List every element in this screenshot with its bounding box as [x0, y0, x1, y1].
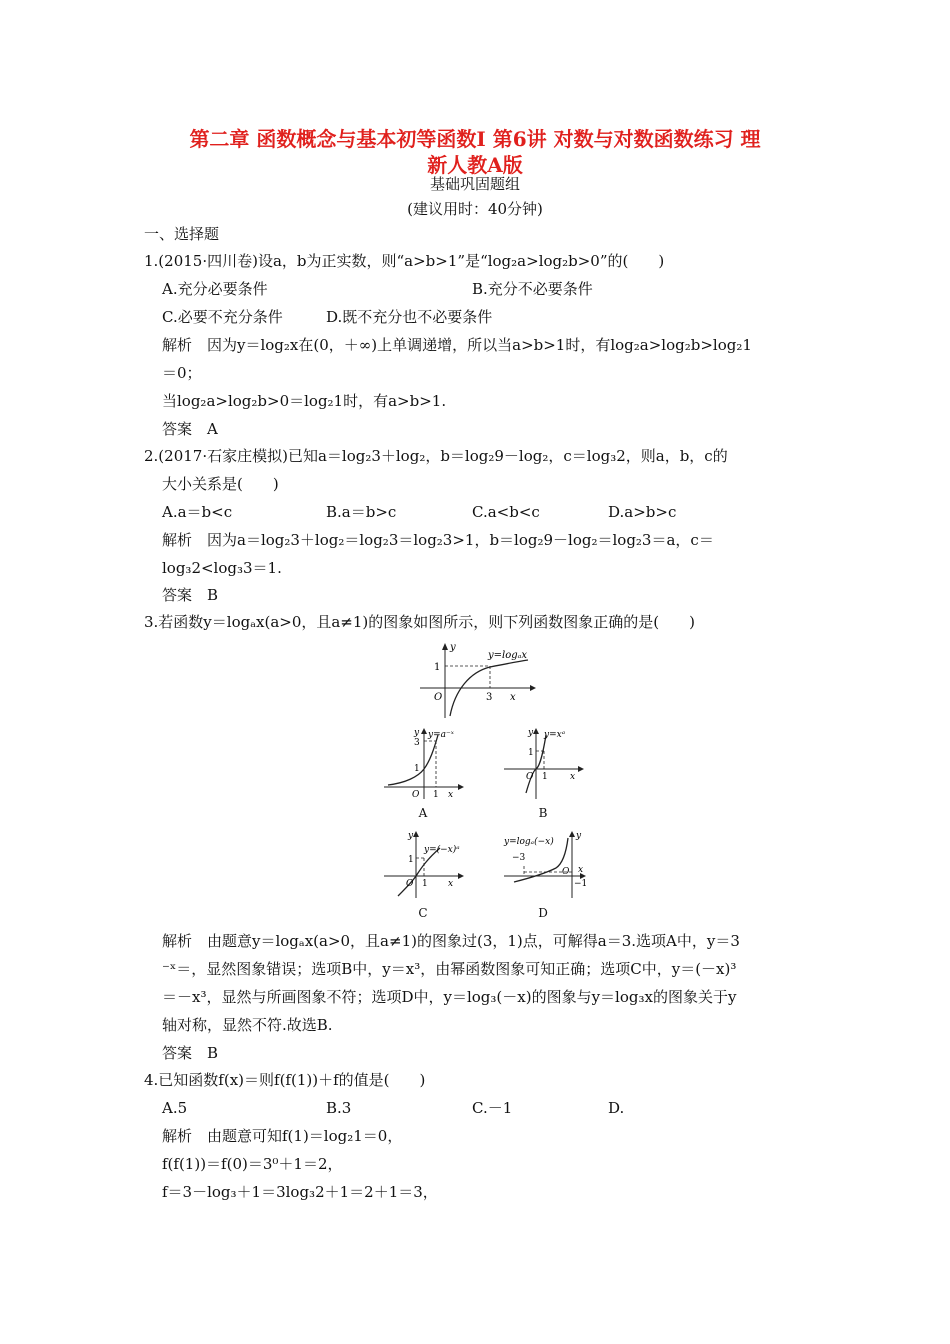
q3-caption-d: D	[538, 906, 548, 920]
q3-graph-b	[500, 727, 590, 802]
q2-answer: 答案 B	[162, 586, 219, 604]
svg-text:1: 1	[528, 748, 534, 758]
q3-main-graph	[410, 640, 540, 720]
svg-text:y: y	[576, 831, 582, 841]
svg-text:1: 1	[408, 855, 414, 865]
q2-option-a: A.a＝b<c	[162, 503, 233, 521]
svg-text:y: y	[528, 728, 534, 738]
svg-text:O: O	[526, 772, 534, 782]
subtitle: 基础巩固题组	[429, 175, 520, 193]
q1-analysis-line2: ＝0；	[162, 364, 202, 382]
curve-label-c: y=(−x)ᵃ	[424, 845, 460, 855]
q4-stem: 4.已知函数f(x)＝则f(f(1))＋f的值是( )	[144, 1071, 426, 1089]
q3-caption-a: A	[418, 806, 428, 820]
x-axis-label: x	[510, 692, 516, 703]
curve-label-b: y=xᵃ	[544, 730, 566, 740]
q1-option-d: D.既不充分也不必要条件	[326, 308, 493, 326]
y-axis-label: y	[450, 642, 456, 653]
svg-text:−3: −3	[512, 853, 526, 863]
curve-label: y=logₐx	[488, 650, 528, 661]
q2-option-c: C.a<b<c	[472, 503, 540, 521]
time-note: (建议用时：40分钟)	[407, 200, 543, 218]
svg-text:O: O	[406, 879, 414, 889]
svg-text:−1: −1	[574, 879, 588, 889]
svg-text:3: 3	[414, 738, 420, 748]
svg-text:y: y	[408, 831, 414, 841]
q3-graph-c	[380, 830, 470, 900]
q1-analysis-line1: 解析 因为y＝log₂x在(0，＋∞)上单调递增，所以当a>b>1时，有log₂a>log₂b>log₂1	[162, 336, 752, 354]
document-title-line1: 第二章 函数概念与基本初等函数Ⅰ 第6讲 对数与对数函数练习 理	[189, 127, 761, 151]
q2-analysis-line1: 解析 因为a＝log₂3＋log₂＝log₂3＝log₂3>1，b＝log₂9－log₂＝log₂3＝a，c＝	[162, 531, 714, 549]
q3-analysis-line3: ＝－x³，显然与所画图象不符；选项D中，y＝log₃(－x)的图象与y＝log₃x的图象关于y	[162, 988, 737, 1006]
origin-label: O	[434, 692, 443, 703]
curve-label-d: y=logₐ(−x)	[504, 837, 554, 847]
q2-analysis-line2: log₃2<log₃3＝1.	[162, 559, 282, 577]
svg-text:x: x	[448, 790, 454, 800]
q3-caption-b: B	[538, 806, 548, 820]
q4-analysis-line1: 解析 由题意可知f(1)＝log₂1＝0，	[162, 1127, 403, 1145]
x-tick-label: 3	[486, 692, 493, 703]
q3-graph-a	[380, 727, 470, 802]
svg-text:x: x	[448, 879, 454, 889]
svg-text:1: 1	[433, 790, 439, 800]
svg-text:x: x	[570, 772, 576, 782]
svg-text:1: 1	[422, 879, 428, 889]
q4-option-a: A.5	[162, 1099, 188, 1117]
q4-option-d: D.	[608, 1099, 625, 1117]
section-heading: 一、选择题	[144, 225, 220, 243]
svg-text:1: 1	[542, 772, 548, 782]
svg-text:O: O	[412, 790, 420, 800]
q2-option-b: B.a＝b>c	[326, 503, 397, 521]
document-title-line2: 新人教A版	[427, 153, 523, 177]
q3-caption-c: C	[418, 906, 428, 920]
q2-stem-line1: 2.(2017·石家庄模拟)已知a＝log₂3＋log₂，b＝log₂9－log₂，c＝log₃2，则a，b，c的	[144, 447, 728, 465]
q2-option-d: D.a>b>c	[608, 503, 677, 521]
q1-analysis-line3: 当log₂a>log₂b>0＝log₂1时，有a>b>1.	[162, 392, 447, 410]
q4-option-c: C.－1	[472, 1099, 513, 1117]
svg-text:O: O	[562, 867, 570, 877]
q1-option-b: B.充分不必要条件	[472, 280, 593, 298]
q3-answer: 答案 B	[162, 1044, 219, 1062]
q3-analysis-line4: 轴对称，显然不符.故选B.	[162, 1016, 333, 1034]
curve-label-a: y=a⁻ˣ	[428, 730, 454, 740]
svg-text:1: 1	[414, 764, 420, 774]
q4-analysis-line2: f(f(1))＝f(0)＝3⁰＋1＝2，	[162, 1155, 343, 1173]
q1-option-c: C.必要不充分条件	[162, 308, 283, 326]
q2-stem-line2: 大小关系是( )	[162, 475, 279, 493]
q1-answer: 答案 A	[162, 420, 218, 438]
svg-text:y: y	[414, 728, 420, 738]
q3-analysis-line1: 解析 由题意y＝logₐx(a>0，且a≠1)的图象过(3，1)点，可解得a＝3.选项A中，y＝3	[162, 932, 740, 950]
q4-analysis-line3: f＝3－log₃＋1＝3log₃2＋1＝2＋1＝3，	[162, 1183, 438, 1201]
q1-stem: 1.(2015·四川卷)设a，b为正实数，则“a>b>1”是“log₂a>log₂b>0”的( )	[144, 252, 665, 270]
y-tick-label: 1	[434, 662, 441, 673]
q3-stem: 3.若函数y＝logₐx(a>0，且a≠1)的图象如图所示，则下列函数图象正确的是( )	[144, 613, 695, 631]
svg-text:x: x	[578, 865, 584, 875]
q4-option-b: B.3	[326, 1099, 352, 1117]
q3-analysis-line2: ⁻ˣ＝，显然图象错误；选项B中，y＝x³，由幂函数图象可知正确；选项C中，y＝(－x)³	[162, 960, 737, 978]
q1-option-a: A.充分必要条件	[162, 280, 268, 298]
q3-graph-d	[500, 830, 590, 900]
